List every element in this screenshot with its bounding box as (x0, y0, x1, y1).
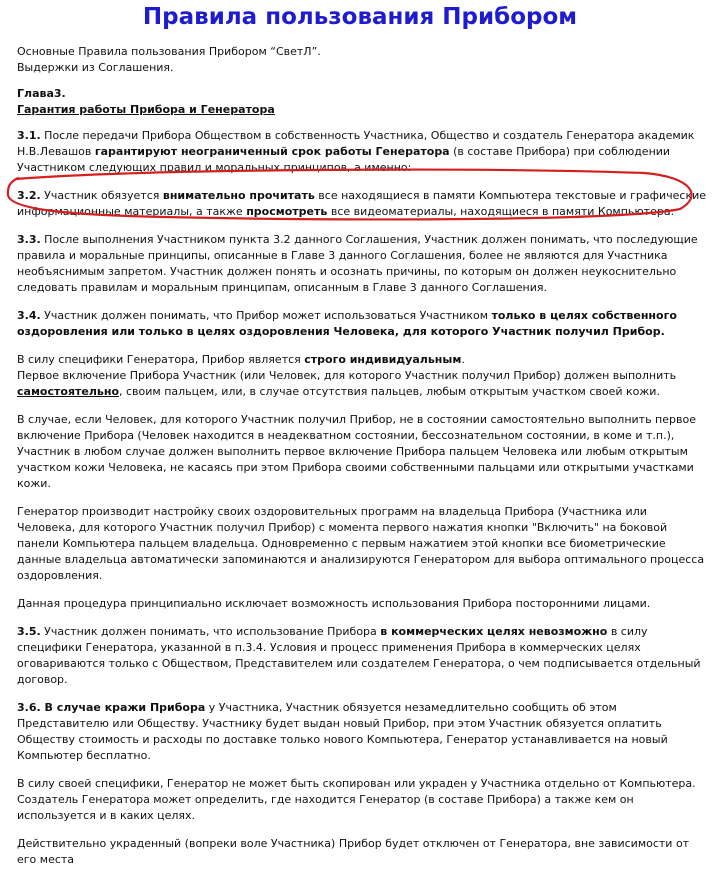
paragraph-generator: Генератор производит настройку своих оздоровительных программ на владельца Прибора (Участника или Человека, для которого Участник получил Прибор) с момента первого нажатия кнопки "Включить" на боковой панели Компьютера пальцем владельца. Одновременно с первым нажатием этой кнопки все биометрические данные владельца автоматически запоминаются и анализируются Генератором для выбора оптимального процесса оздоровления. (17, 505, 705, 582)
page-title: Правила пользования Прибором (142, 4, 578, 30)
section-number: 3.1. (17, 129, 41, 142)
section-text: у Участника, Участник обязуется незамедлительно сообщить об этом Представителю или Обществу. Участнику будет выдан новый Прибор, при этом Участник обязуется оплатить Обществу стоимость и расходы по доставке только нового Компьютера, Генератор устанавливается на новый Компьютер бесплатно. (17, 701, 668, 762)
section-emphasis: внимательно прочитать (162, 189, 315, 202)
chapter-heading (17, 86, 707, 118)
section-emphasis: гарантируют неограниченный срок работы Генератора (94, 145, 450, 158)
section-3-3 (17, 232, 707, 296)
paragraph-emphasis: самостоятельно (17, 385, 120, 398)
section-number: 3.4. (17, 309, 41, 322)
paragraph-case: В случае, если Человек, для которого Участник получил Прибор, не в состоянии самостоятельно выполнить первое включение Прибора (Человек находится в неадекватном состоянии, бессознательном состоянии, в коме и т.п.), Участник в любом случае должен выполнить первое включение Прибора пальцем Человека или любым открытым участком кожи Человека, не касаясь при этом Прибора своими собственными пальцами или открытыми участками кожи. (17, 413, 696, 490)
section-3-2 (17, 188, 707, 220)
chapter-title: Гарантия работы Прибора и Генератора (17, 103, 275, 116)
intro-line-1: Основные Правила пользования Прибором “СветЛ”. (17, 45, 321, 58)
section-emphasis: 3.6. В случае кражи Прибора (17, 701, 206, 714)
section-text: (в составе Прибора) при соблюдении Участником следующих правил и моральных принципов, а именно: (17, 145, 671, 174)
paragraph-procedure: Данная процедура принципиально исключает возможность использования Прибора посторонними лицами. (17, 597, 651, 610)
section-3-6 (17, 700, 707, 764)
section-text: все находящиеся в памяти Компьютера текстовые и графические информационные материалы, а также (17, 189, 706, 218)
paragraph-text: Первое включение Прибора Участник (или Человек, для которого Участник получил Прибор) должен выполнить (17, 369, 677, 382)
section-emphasis: в коммерческих целях невозможно (380, 625, 608, 638)
section-text: все видеоматериалы, находящиеся в памяти Компьютера. (327, 205, 675, 218)
section-text: в силу специфики Генератора, указанной в п.3.4. Условия и процесс применения Прибора в коммерческих целях оговариваются только с Обществом, Представителем или создателем Генератора, о чем подписывается отдельный договор. (17, 625, 701, 686)
paragraph-emphasis: строго индивидуальным (304, 353, 462, 366)
paragraph-text: . (461, 353, 465, 366)
paragraph-text: В силу специфики Генератора, Прибор является (17, 353, 305, 366)
section-text: После выполнения Участником пункта 3.2 данного Соглашения, Участник должен понимать, что последующие правила и моральные принципы, описанные в Главе 3 данного Соглашения, более не являются для Участника необъяснимым запретом. Участник должен понять и осознать причины, по которым он должен неукоснительно следовать правилам и моральным принципам, описанным в Главе 3 данного Соглашения. (17, 233, 698, 294)
paragraph-copy: В силу своей специфики, Генератор не может быть скопирован или украден у Участника отдельно от Компьютера. Создатель Генератора может определить, где находится Генератор (в составе Прибора) а также кем он используется и в каких целях. (17, 777, 696, 822)
paragraph-stolen: Действительно украденный (вопреки воле Участника) Прибор будет отключен от Генератора, вне зависимости от его места (17, 837, 690, 866)
paragraph-text: , своим пальцем, или, в случае отсутствия пальцев, любым открытым участком своей кожи. (119, 385, 660, 398)
document-body (17, 44, 707, 880)
section-number: 3.5. (17, 625, 41, 638)
section-text: После передачи Прибора Обществом в собственность Участника, Общество и создатель Генератора академик Н.В.Левашов (17, 129, 695, 158)
chapter-label: Глава3. (17, 87, 66, 100)
section-text: Участник должен понимать, что Прибор может использоваться Участником (40, 309, 492, 322)
section-3-4 (17, 308, 707, 340)
intro-line-2: Выдержки из Соглашения. (17, 61, 174, 74)
intro (17, 44, 707, 76)
section-number: 3.3. (17, 233, 41, 246)
section-text: Участник должен понимать, что использование Прибора (40, 625, 381, 638)
section-text: Участник обязуется (40, 189, 163, 202)
paragraph-specific (17, 352, 707, 400)
section-emphasis: просмотреть (246, 205, 328, 218)
section-number: 3.2. (17, 189, 41, 202)
section-3-5 (17, 624, 707, 688)
section-3-1 (17, 128, 707, 176)
section-emphasis: только в целях собственного оздоровления или только в целях оздоровления Человека, для которого Участник получил Прибор. (17, 309, 677, 338)
